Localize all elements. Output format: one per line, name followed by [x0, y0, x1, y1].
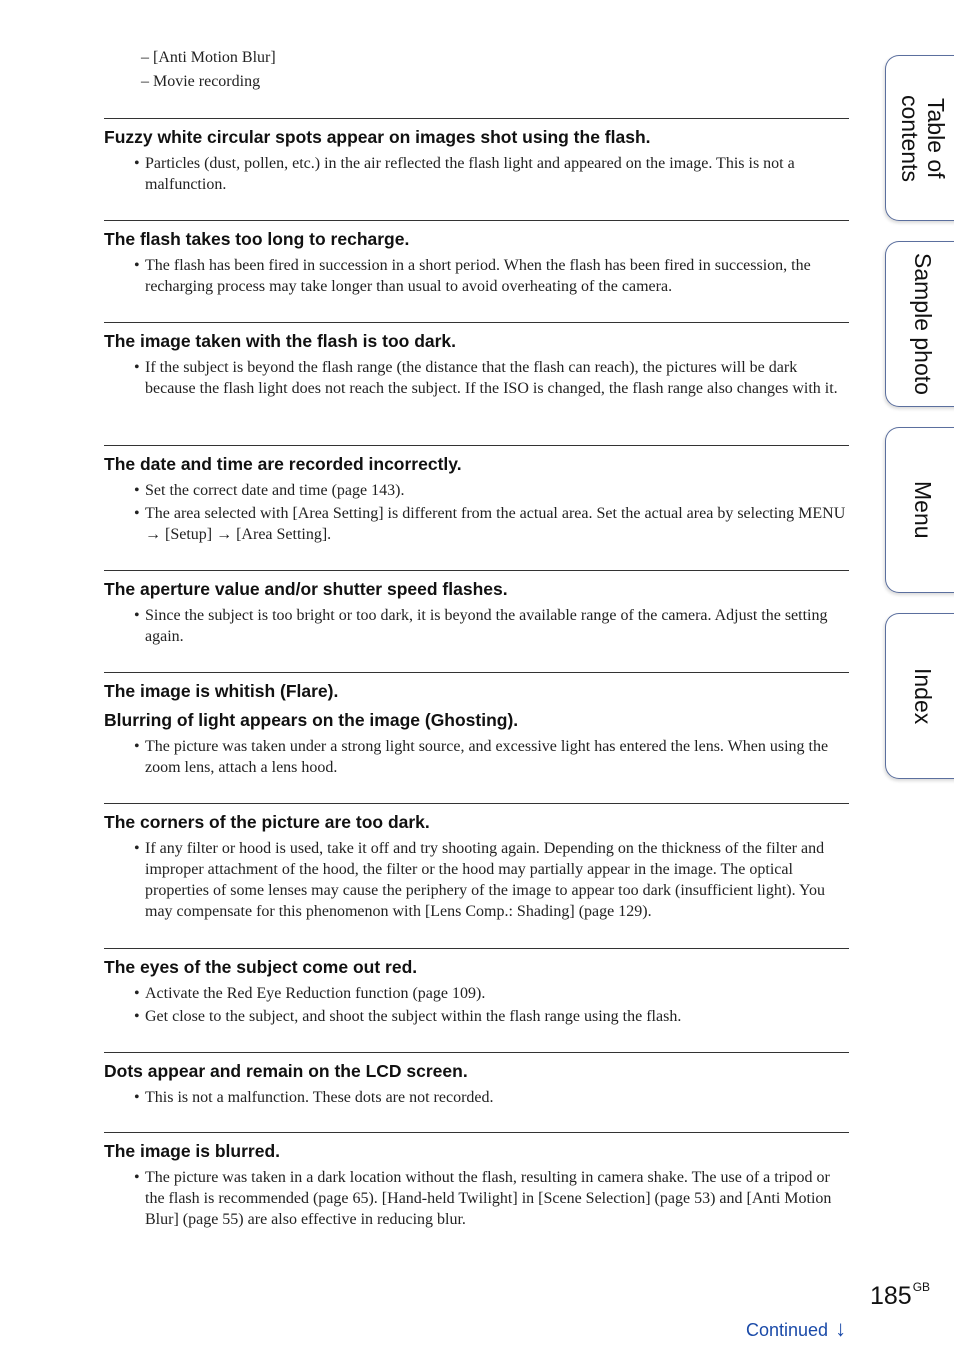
section-heading: The image is whitish (Flare).: [104, 681, 339, 701]
section-heading: Blurring of light appears on the image (Ghosting).: [104, 710, 519, 730]
tab-menu[interactable]: [885, 427, 954, 593]
bullet-item: • Particles (dust, pollen, etc.) in the air reflected the flash light and appeared on the image. This is not a malfunction.: [145, 153, 849, 195]
bullet-item: • If the subject is beyond the flash range (the distance that the flash can reach), the pictures will be dark because the flash light does not reach the subject. If the ISO is changed, the flash range also changes with it.: [145, 357, 849, 399]
section-corners-dark: [104, 803, 849, 924]
bullet-item: • Set the correct date and time (page 143).: [145, 480, 849, 501]
tab-label: Menu: [910, 481, 936, 539]
section-aperture: [104, 570, 849, 649]
top-list: [141, 46, 276, 94]
section-heading: The aperture value and/or shutter speed flashes.: [104, 579, 508, 599]
bullet-item: • The area selected with [Area Setting] is different from the actual area. Set the actual area by selecting MENU → [Setup] → [Area Setting].: [145, 503, 849, 545]
bullet-item: • The picture was taken under a strong light source, and excessive light has entered the lens. When using the zoom lens, attach a lens hood.: [145, 736, 849, 778]
section-heading: The eyes of the subject come out red.: [104, 957, 418, 977]
section-date-time: [104, 445, 849, 547]
bullet-item: • Since the subject is too bright or too dark, it is beyond the available range of the camera. Adjust the setting again.: [145, 605, 849, 647]
continued-label: Continued: [746, 1320, 829, 1340]
tab-table-of-contents[interactable]: [885, 55, 954, 221]
tab-index[interactable]: [885, 613, 954, 779]
page-number-suffix: GB: [912, 1280, 931, 1294]
bullet-item: • The flash has been fired in succession in a short period. When the flash has been fired in succession, the recharging process may take longer than usual to avoid overheating of the camera.: [145, 255, 849, 297]
arrow-down-icon: ↓: [835, 1316, 847, 1341]
tab-sample-photo[interactable]: [885, 241, 954, 407]
list-item: – [Anti Motion Blur]: [141, 49, 276, 66]
section-heading: Fuzzy white circular spots appear on images shot using the flash.: [104, 127, 651, 147]
bullet-item: • This is not a malfunction. These dots are not recorded.: [145, 1087, 849, 1108]
tab-label: Index: [910, 667, 936, 725]
section-flash-dark: [104, 322, 849, 401]
section-heading: The corners of the picture are too dark.: [104, 812, 430, 832]
section-flare-ghosting: [104, 672, 849, 780]
section-heading: Dots appear and remain on the LCD screen.: [104, 1061, 468, 1081]
bullet-item: • Activate the Red Eye Reduction function (page 109).: [145, 983, 849, 1004]
section-heading: The image is blurred.: [104, 1141, 281, 1161]
tab-label: Sample photo: [910, 253, 936, 395]
section-heading: The flash takes too long to recharge.: [104, 229, 410, 249]
page-number-value: 185: [870, 1282, 912, 1310]
page-number: [870, 1280, 930, 1311]
tab-label: Table of contents: [897, 94, 949, 182]
section-flash-spots: [104, 118, 849, 197]
section-lcd-dots: [104, 1052, 849, 1110]
section-red-eye: [104, 948, 849, 1029]
section-heading: The image taken with the flash is too dark.: [104, 331, 457, 351]
bullet-item: • If any filter or hood is used, take it off and try shooting again. Depending on the thickness of the filter and improper attachment of the hood, the filter or the hood may partially appear in the image. The optical properties of some lenses may cause the periphery of the image to appear too dark (insufficient light). You may compensate for this phenomenon with [Lens Comp.: Shading] (page 129).: [145, 838, 849, 922]
section-flash-recharge: [104, 220, 849, 299]
continued-link[interactable]: [746, 1316, 846, 1342]
list-item: – Movie recording: [141, 73, 261, 90]
bullet-item: • The picture was taken in a dark location without the flash, resulting in camera shake. The use of a tripod or the flash is recommended (page 65). [Hand-held Twilight] in [Scene Selection] (page 53) and [Anti Motion Blur] (page 55) are also effective in reducing blur.: [145, 1167, 849, 1230]
section-blurred: [104, 1132, 849, 1232]
section-heading: The date and time are recorded incorrectly.: [104, 454, 462, 474]
bullet-item: • Get close to the subject, and shoot the subject within the flash range using the flash.: [145, 1006, 849, 1027]
